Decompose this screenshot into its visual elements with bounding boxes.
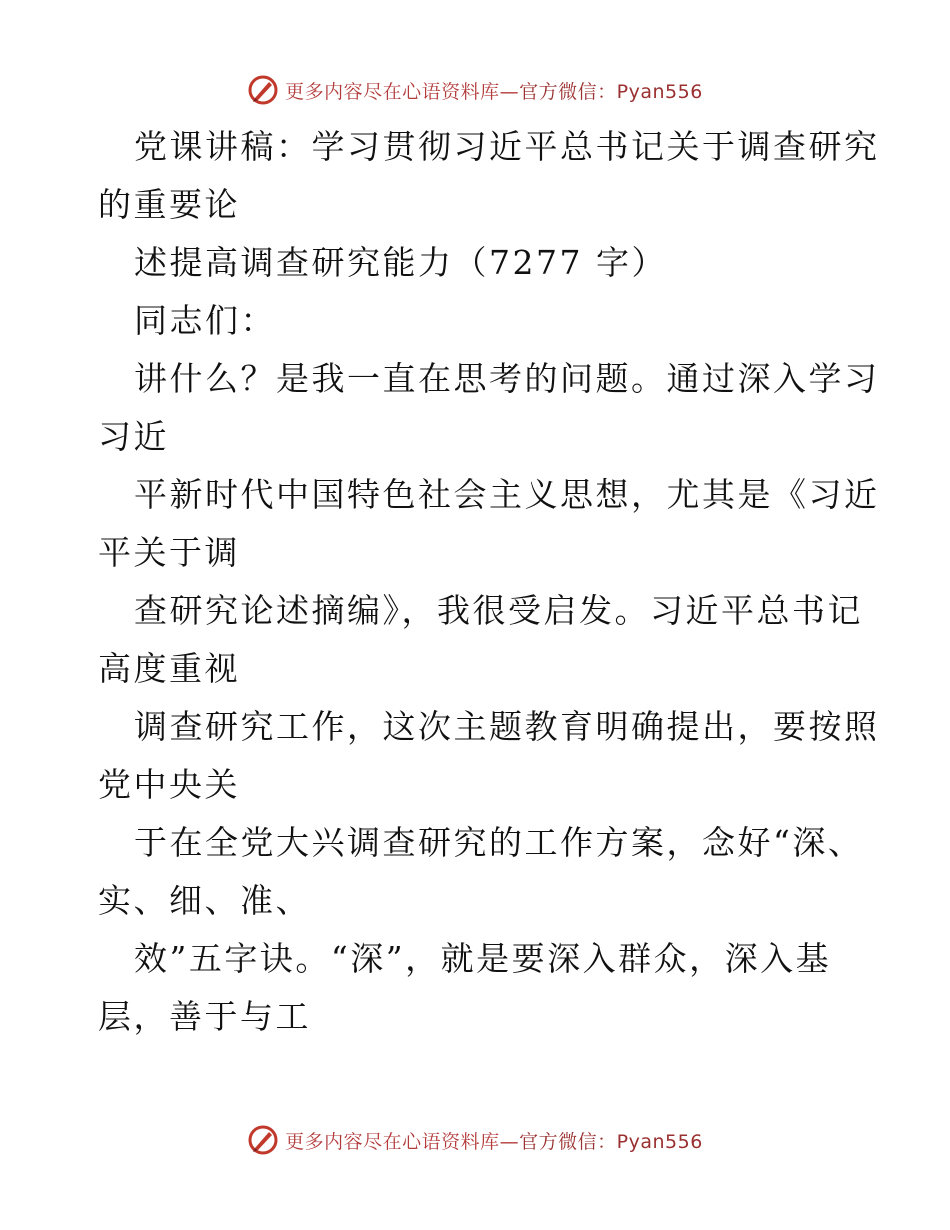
banner-dash: — (499, 1130, 520, 1153)
quill-pen-logo-icon (247, 74, 279, 106)
header-banner (0, 70, 950, 110)
banner-label (285, 1127, 703, 1154)
text-line: 效”五字诀。“深”，就是要深入群众，深入基 (134, 939, 832, 978)
text-line: 高度重视 (98, 649, 240, 688)
quill-pen-logo-icon (247, 1124, 279, 1156)
banner-main-text: 更多内容尽在心语资料库 (285, 1130, 500, 1153)
text-line: 同志们： (134, 301, 276, 340)
text-line: 的重要论 (98, 185, 240, 224)
text-line: 平关于调 (98, 533, 240, 572)
text-line: 查研究论述摘编》，我很受启发。习近平总书记 (134, 591, 863, 630)
document-body (98, 118, 880, 1046)
text-line: 党课讲稿：学习贯彻习近平总书记关于调查研究 (134, 127, 880, 166)
text-line: 讲什么？是我一直在思考的问题。通过深入学习 (134, 359, 880, 398)
text-line: 于在全党大兴调查研究的工作方案，念好“深、 (134, 823, 864, 862)
banner-main-text: 更多内容尽在心语资料库 (285, 80, 500, 103)
text-line: 述提高调查研究能力（7277 字） (134, 243, 667, 282)
text-line: 层，善于与工 (98, 997, 311, 1036)
banner-label (285, 77, 703, 104)
banner-wechat-text: 官方微信：Pyan556 (519, 1130, 703, 1153)
text-line: 习近 (98, 417, 169, 456)
banner-wechat-text: 官方微信：Pyan556 (519, 80, 703, 103)
footer-banner (0, 1120, 950, 1160)
banner-dash: — (499, 80, 520, 103)
text-line: 平新时代中国特色社会主义思想，尤其是《习近 (134, 475, 880, 514)
text-line: 党中央关 (98, 765, 240, 804)
text-line: 实、细、准、 (98, 881, 311, 920)
text-line: 调查研究工作，这次主题教育明确提出，要按照 (134, 707, 880, 746)
